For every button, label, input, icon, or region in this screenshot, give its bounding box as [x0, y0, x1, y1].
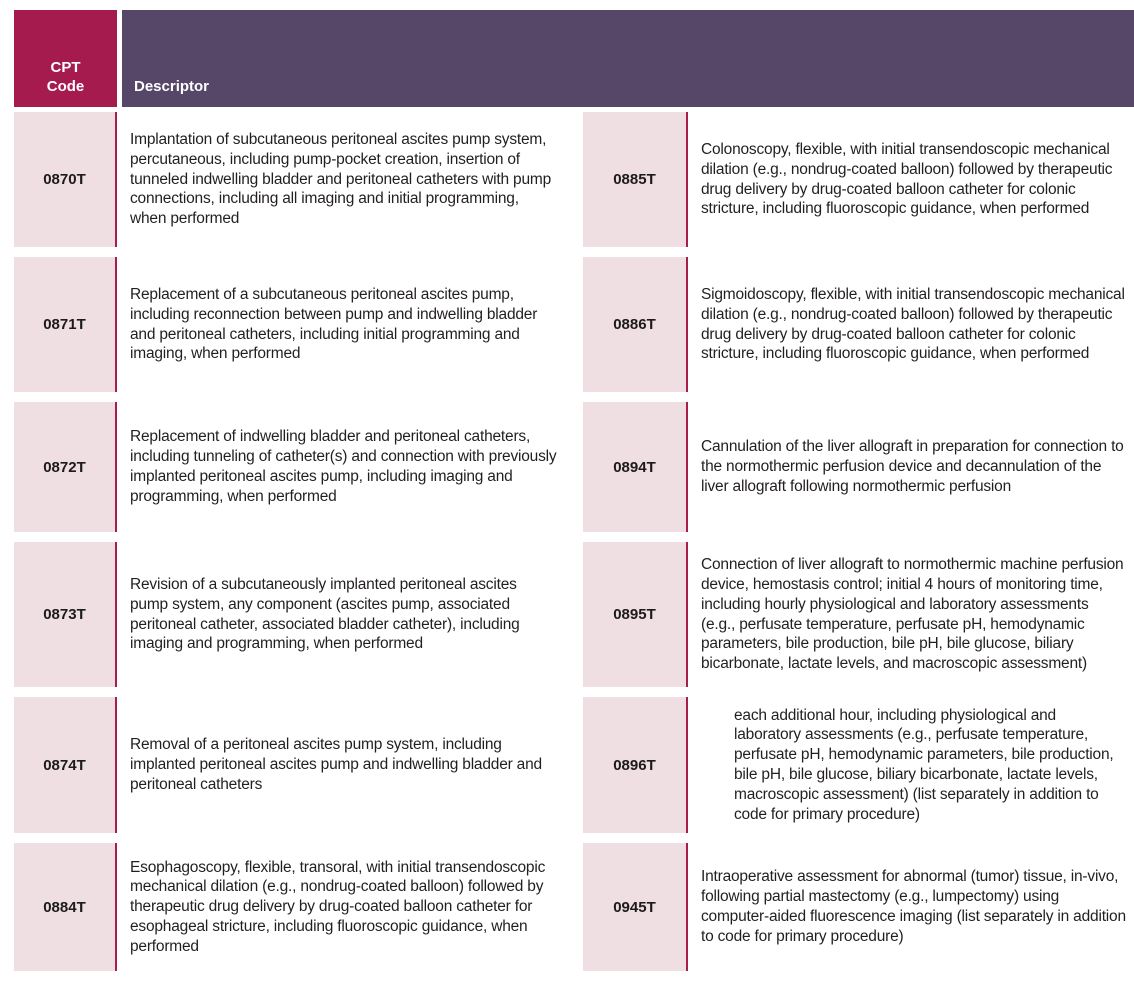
table-row	[14, 257, 1134, 392]
column-gutter	[566, 257, 583, 392]
descriptor-text: Sigmoidoscopy, flexible, with initial transendoscopic mechanical dilation (e.g., nondrug-coated balloon) followed by therapeutic drug delivery by drug-coated balloon catheter for colonic stricture, including fluoroscopic guidance, when performed	[701, 285, 1125, 363]
cpt-code-cell: 0886T	[583, 257, 688, 392]
cpt-code-cell: 0885T	[583, 112, 688, 247]
descriptor-text: Removal of a peritoneal ascites pump system, including implanted peritoneal ascites pump and indwelling bladder and peritoneal catheters	[130, 736, 542, 793]
descriptor-text: Replacement of indwelling bladder and peritoneal catheters, including tunneling of catheter(s) and connection with previously implanted peritoneal ascites pump, including imaging and programming, when performed	[130, 428, 557, 505]
descriptor-cell	[688, 402, 1134, 532]
descriptor-cell	[688, 257, 1134, 392]
column-gutter	[566, 112, 583, 247]
cpt-code-cell: 0873T	[14, 542, 117, 687]
cpt-code-cell: 0874T	[14, 697, 117, 833]
cpt-code-cell: 0896T	[583, 697, 688, 833]
descriptor-cell	[117, 112, 566, 247]
descriptor-cell	[688, 542, 1134, 687]
cpt-code-cell: 0872T	[14, 402, 117, 532]
descriptor-text: Cannulation of the liver allograft in preparation for connection to the normothermic perfusion device and decannulation of the liver allograft following normothermic perfusion	[701, 438, 1124, 495]
descriptor-header-label: Descriptor	[134, 78, 210, 95]
descriptor-cell	[117, 697, 566, 833]
table-row	[14, 843, 1134, 971]
cpt-code-cell: 0870T	[14, 112, 117, 247]
descriptor-text: each additional hour, including physiological and laboratory assessments (e.g., perfusate temperature, perfusate pH, hemodynamic parameters, bile production, bile pH, bile glucose, biliary bicarbonate, lactate levels, macroscopic assessment) (list separately in addition to code for primary procedure)	[734, 706, 1114, 823]
cpt-code-header-label: CPT Code	[46, 59, 85, 95]
descriptor-text: Connection of liver allograft to normothermic machine perfusion device, hemostasis control; initial 4 hours of monitoring time, including hourly physiological and laboratory assessments (e.g., perfusate temperature, perfusate pH, hemodynamic parameters, bile production, bile pH, bile glucose, biliary bicarbonate, lactate levels, and macroscopic assessment)	[701, 556, 1124, 673]
descriptor-text: Intraoperative assessment for abnormal (tumor) tissue, in-vivo, following partial mastectomy (e.g., lumpectomy) using computer-aided fluorescence imaging (list separately in addition to code for primary procedure)	[701, 868, 1126, 945]
cpt-code-header-cell	[14, 10, 117, 107]
descriptor-cell	[117, 843, 566, 971]
table-row	[14, 112, 1134, 247]
descriptor-cell	[117, 542, 566, 687]
cpt-code-cell: 0894T	[583, 402, 688, 532]
descriptor-cell	[117, 402, 566, 532]
cpt-code-cell: 0895T	[583, 542, 688, 687]
column-gutter	[566, 843, 583, 971]
cpt-code-cell: 0884T	[14, 843, 117, 971]
table-row	[14, 697, 1134, 833]
descriptor-text: Colonoscopy, flexible, with initial transendoscopic mechanical dilation (e.g., nondrug-coated balloon) followed by therapeutic drug delivery by drug-coated balloon catheter for colonic stricture, including fluoroscopic guidance, when performed	[701, 140, 1113, 218]
descriptor-header-cell	[122, 10, 1134, 107]
descriptor-text: Implantation of subcutaneous peritoneal ascites pump system, percutaneous, including pump-pocket creation, insertion of tunneled indwelling bladder and peritoneal catheters with pump connections, including all imaging and initial programming, when performed	[130, 131, 552, 228]
descriptor-cell-addon-indented	[688, 697, 1134, 833]
table-row	[14, 402, 1134, 532]
cpt-code-cell: 0945T	[583, 843, 688, 971]
table-row	[14, 542, 1134, 687]
column-gutter	[566, 697, 583, 833]
descriptor-text: Replacement of a subcutaneous peritoneal ascites pump, including reconnection between pump and indwelling bladder and peritoneal catheters, including initial programming and imaging, when performed	[130, 285, 538, 363]
descriptor-cell	[688, 843, 1134, 971]
cpt-code-cell: 0871T	[14, 257, 117, 392]
column-gutter	[566, 402, 583, 532]
descriptor-text: Esophagoscopy, flexible, transoral, with initial transendoscopic mechanical dilation (e.g., nondrug-coated balloon) followed by therapeutic drug delivery by drug-coated balloon catheter for esophageal stricture, including fluoroscopic guidance, when performed	[130, 858, 546, 955]
column-gutter	[566, 542, 583, 687]
table-header	[14, 10, 1134, 107]
descriptor-cell	[688, 112, 1134, 247]
descriptor-cell	[117, 257, 566, 392]
descriptor-text: Revision of a subcutaneously implanted peritoneal ascites pump system, any component (ascites pump, associated peritoneal catheter, associated bladder catheter), including imaging and programming, when performed	[130, 575, 520, 653]
